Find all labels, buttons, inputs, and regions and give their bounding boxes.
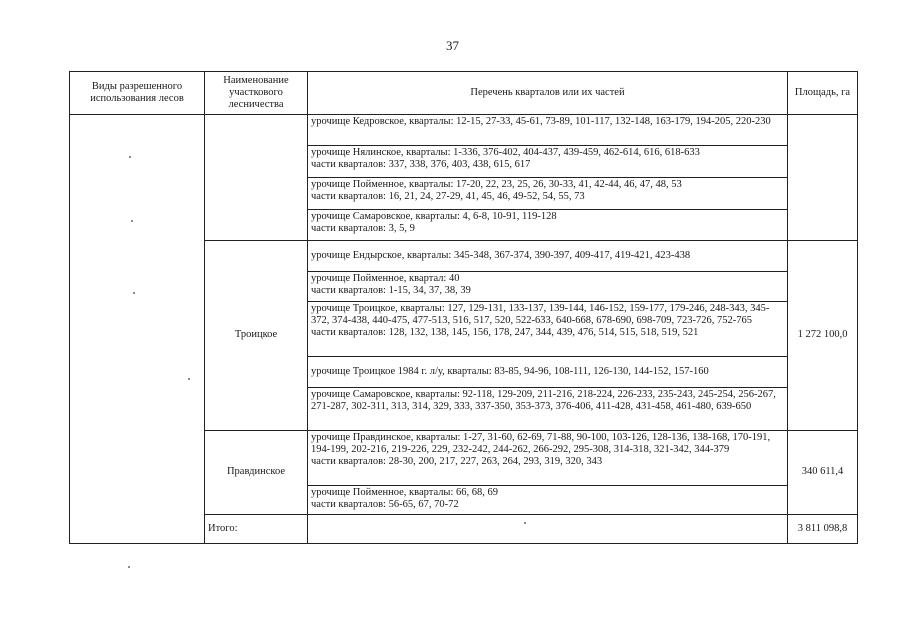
parts-line: части кварталов: 1-15, 34, 37, 38, 39 <box>311 285 471 297</box>
total-empty-cell <box>308 515 788 544</box>
area-cell-continued <box>788 115 858 241</box>
quarters-cell <box>308 241 788 272</box>
quarters-cell <box>308 210 788 241</box>
quarters-line: урочище Ендырское, кварталы: 345-348, 367-374, 390-397, 409-417, 419-421, 423-438 <box>311 249 691 261</box>
district-pravdinskoe: Правдинское <box>205 431 308 515</box>
quarters-line: урочище Троицкое, кварталы: 127, 129-131, 133-137, 139-144, 146-152, 159-177, 179-246, 248-343, 345-372, 374-438, 440-475, 477-513, 516, 517, 520, 522-633, 640-668, 678-690, 698-709, 723-726, 752-765 <box>311 303 770 327</box>
district-cell-continued <box>205 115 308 241</box>
scan-speck <box>133 292 135 294</box>
quarters-line: урочище Пойменное, кварталы: 17-20, 22, 23, 25, 26, 30-33, 41, 42-44, 46, 47, 48, 53 <box>311 179 682 190</box>
parts-line: части кварталов: 337, 338, 376, 403, 438, 615, 617 <box>311 159 531 171</box>
quarters-cell <box>308 178 788 210</box>
header-area: Площадь, га <box>788 72 858 115</box>
parts-line: части кварталов: 56-65, 67, 70-72 <box>311 499 459 511</box>
quarters-cell <box>308 357 788 388</box>
quarters-cell <box>308 302 788 357</box>
quarters-line: урочище Пойменное, кварталы: 66, 68, 69 <box>311 487 499 498</box>
quarters-line: урочище Пойменное, квартал: 40 <box>311 273 460 284</box>
quarters-line: урочище Кедровское, кварталы: 12-15, 27-33, 45-61, 73-89, 101-117, 132-148, 163-179, 194-205, 220-230 <box>311 116 771 127</box>
quarters-cell <box>308 431 788 486</box>
scan-speck <box>128 566 130 568</box>
scan-speck <box>129 156 131 158</box>
quarters-cell <box>308 486 788 515</box>
table-row <box>70 115 858 146</box>
page-number: 37 <box>446 38 459 53</box>
parts-line: части кварталов: 3, 5, 9 <box>311 223 415 235</box>
quarters-line: урочище Правдинское, кварталы: 1-27, 31-60, 62-69, 71-88, 90-100, 103-126, 128-136, 138-168, 170-191, 194-199, 202-216, 219-226, 229, 232-242, 244-262, 266-292, 295-308, 314-318, 321-342, 344-379 <box>311 432 771 456</box>
table-header-row <box>70 72 858 115</box>
area-troitskoe: 1 272 100,0 <box>788 241 858 431</box>
quarters-cell <box>308 146 788 178</box>
forest-quarters-table <box>69 71 858 544</box>
parts-line: части кварталов: 28-30, 200, 217, 227, 263, 264, 293, 319, 320, 343 <box>311 456 603 468</box>
quarters-line: урочище Самаровское, кварталы: 92-118, 129-209, 211-216, 218-224, 226-233, 235-243, 245-254, 256-267, 271-287, 302-311, 313, 314, 329, 333, 337-350, 353-373, 376-406, 411-428, 431-458, 461-480, 639-650 <box>311 389 776 413</box>
scan-speck <box>188 378 190 380</box>
quarters-cell <box>308 115 788 146</box>
total-label: Итого: <box>205 515 308 544</box>
quarters-line: урочище Троицкое 1984 г. л/у, кварталы: 83-85, 94-96, 108-111, 126-130, 144-152, 157-160 <box>311 365 709 377</box>
scan-speck <box>131 220 133 222</box>
header-quarters: Перечень кварталов или их частей <box>308 72 788 115</box>
parts-line: части кварталов: 128, 132, 138, 145, 156, 178, 247, 344, 439, 476, 514, 515, 518, 519, 521 <box>311 327 699 339</box>
scan-speck <box>524 522 526 524</box>
total-value: 3 811 098,8 <box>788 515 858 544</box>
quarters-cell <box>308 272 788 302</box>
area-pravdinskoe: 340 611,4 <box>788 431 858 515</box>
quarters-line: урочище Нялинское, кварталы: 1-336, 376-402, 404-437, 439-459, 462-614, 616, 618-633 <box>311 147 700 158</box>
header-kind: Виды разрешенного использования лесов <box>70 72 205 115</box>
quarters-cell <box>308 388 788 431</box>
district-troitskoe: Троицкое <box>205 241 308 431</box>
parts-line: части кварталов: 16, 21, 24, 27-29, 41, 45, 46, 49-52, 54, 55, 73 <box>311 191 585 203</box>
kind-cell <box>70 115 205 544</box>
header-district: Наименование участкового лесничества <box>205 72 308 115</box>
quarters-line: урочище Самаровское, кварталы: 4, 6-8, 10-91, 119-128 <box>311 211 557 222</box>
